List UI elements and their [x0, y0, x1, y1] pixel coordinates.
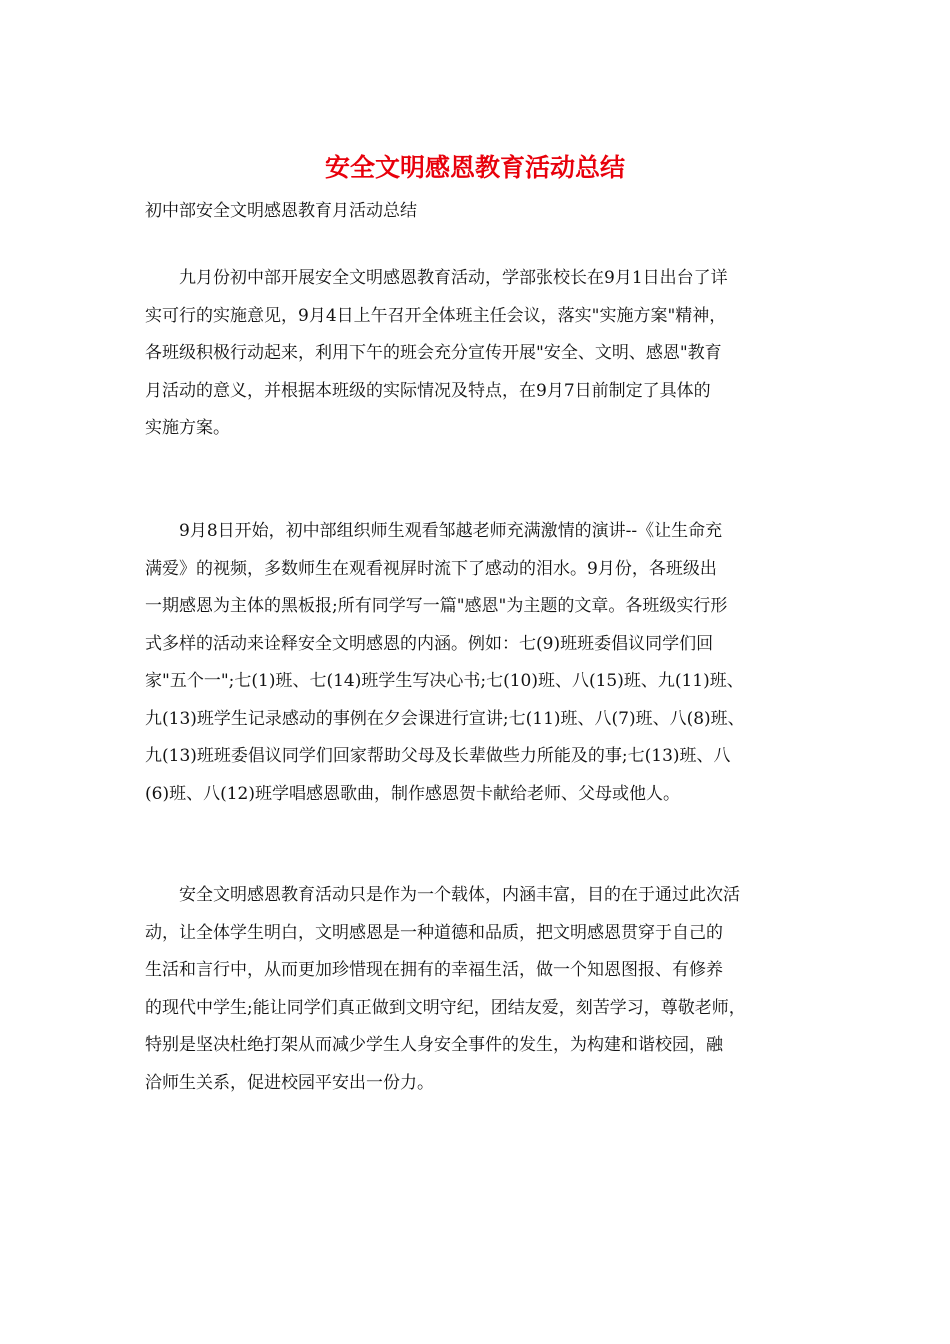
- document-title: 安全文明感恩教育活动总结: [324, 153, 625, 182]
- paragraph-line: 9月8日开始，初中部组织师生观看邹越老师充满激情的演讲--《让生命充: [145, 521, 723, 541]
- paragraph-line: 实施方案。: [145, 418, 230, 438]
- paragraph-line: 各班级积极行动起来，利用下午的班会充分宣传开展"安全、文明、感恩"教育: [145, 343, 722, 363]
- paragraph-line: 的现代中学生;能让同学们真正做到文明守纪，团结友爱，刻苦学习，尊敬老师，: [145, 997, 746, 1018]
- paragraph-2: [145, 513, 745, 813]
- paragraph-line: 九月份初中部开展安全文明感恩教育活动，学部张校长在9月1日出台了详: [145, 268, 728, 288]
- paragraph-line: 月活动的意义，并根据本班级的实际情况及特点，在9月7日前制定了具体的: [145, 380, 711, 401]
- paragraph-line: 一期感恩为主体的黑板报;所有同学写一篇"感恩"为主题的文章。各班级实行形: [145, 596, 728, 616]
- paragraph-1: [145, 260, 728, 448]
- paragraph-line: 实可行的实施意见，9月4日上午召开全体班主任会议，落实"实施方案"精神，: [145, 305, 727, 326]
- paragraph-line: 特别是坚决杜绝打架从而减少学生人身安全事件的发生，为构建和谐校园，融: [145, 1035, 723, 1055]
- paragraph-line: 九(13)班学生记录感动的事例在夕会课进行宣讲;七(11)班、八(7)班、八(8)班、: [145, 708, 745, 729]
- paragraph-line: 满爱》的视频，多数师生在观看视屏时流下了感动的泪水。9月份，各班级出: [145, 558, 717, 579]
- paragraph-line: 动，让全体学生明白，文明感恩是一种道德和品质，把文明感恩贯穿于自己的: [145, 922, 723, 943]
- paragraph-3: [145, 877, 746, 1102]
- paragraph-line: (6)班、八(12)班学唱感恩歌曲，制作感恩贺卡献给老师、父母或他人。: [145, 783, 680, 804]
- paragraph-line: 生活和言行中，从而更加珍惜现在拥有的幸福生活，做一个知恩图报、有修养: [145, 960, 723, 980]
- paragraph-line: 式多样的活动来诠释安全文明感恩的内涵。例如：七(9)班班委倡议同学们回: [145, 633, 714, 654]
- paragraph-line: 安全文明感恩教育活动只是作为一个载体，内涵丰富，目的在于通过此次活: [145, 885, 740, 905]
- paragraph-line: 九(13)班班委倡议同学们回家帮助父母及长辈做些力所能及的事;七(13)班、八: [145, 746, 731, 766]
- paragraph-line: 家"五个一";七(1)班、七(14)班学生写决心书;七(10)班、八(15)班、九(11)班、: [145, 671, 744, 691]
- document-subtitle: 初中部安全文明感恩教育月活动总结: [145, 201, 417, 221]
- paragraph-line: 洽师生关系，促进校园平安出一份力。: [145, 1072, 434, 1093]
